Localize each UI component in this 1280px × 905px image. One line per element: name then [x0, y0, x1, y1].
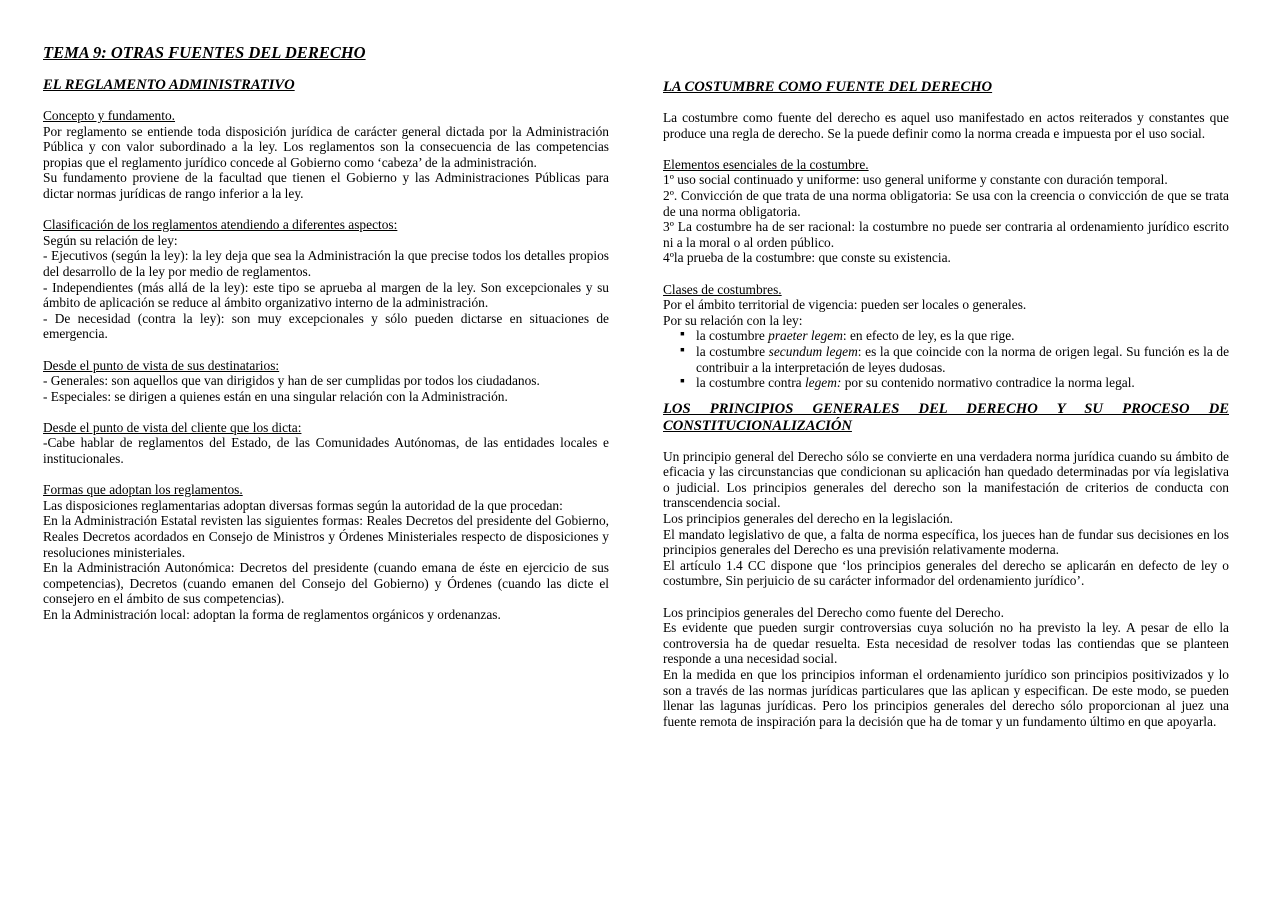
list-item: 4ºla prueba de la costumbre: que conste su existencia. [663, 250, 951, 266]
paragraph: -Cabe hablar de reglamentos del Estado, de las Comunidades Autónomas, de las entidades locales e institucionales. [43, 435, 609, 467]
list-item: 2º. Convicción de que trata de una norma obligatoria: Se usa con la creencia o convicción de que se trata de una norma obligatoria. [663, 187, 1229, 219]
paragraph: Su fundamento proviene de la facultad que tienen el Gobierno y las Administraciones Públicas para dictar normas jurídicas de rango inferior a la ley. [43, 170, 609, 201]
bullet-item: ▪ la costumbre secundum legem: es la que coincide con la norma de origen legal. Su función es la de contribuir a la interpretación de leyes dudosas. [696, 344, 1229, 375]
paragraph: El artículo 1.4 CC dispone que ‘los principios generales del derecho se aplicarán en defecto de ley o costumbre, Sin perjuicio de su carácter informador del ordenamiento jurídico’. [663, 557, 1229, 589]
list-item: 1º uso social continuado y uniforme: uso general uniforme y constante con duración temporal. [663, 172, 1168, 188]
paragraph: Un principio general del Derecho sólo se convierte en una verdadera norma jurídica cuando su ámbito de eficacia y las circunstancias que condicionan su aplicación han quedado determinadas por vía legislativa o judicial. Los principios generales del derecho son la manifestación de criterios de conducta con transcendencia social. [663, 448, 1229, 511]
paragraph: Según su relación de ley: [43, 232, 178, 248]
paragraph: En la Administración local: adoptan la forma de reglamentos orgánicos y ordenanzas. [43, 607, 501, 622]
document-title: TEMA 9: OTRAS FUENTES DEL DERECHO [43, 43, 366, 62]
section-title-reglamento: EL REGLAMENTO ADMINISTRATIVO [43, 77, 295, 93]
bullet-item: ▪ la costumbre contra legem: por su contenido normativo contradice la norma legal. [696, 375, 1229, 391]
right-column [663, 79, 1229, 729]
left-column [43, 43, 609, 623]
section-title-costumbre: LA COSTUMBRE COMO FUENTE DEL DERECHO [663, 79, 993, 95]
paragraph: Por su relación con la ley: [663, 312, 803, 328]
paragraph: Los principios generales del Derecho como fuente del Derecho. [663, 604, 1004, 620]
bullet-list [663, 328, 1229, 390]
paragraph: En la medida en que los principios informan el ordenamiento jurídico son principios positivizados y lo son a través de las normas jurídicas particulares que las aplican y especifican. De este modo, se pueden llenar las lagunas jurídicas. Pero los principios generales del derecho sólo proporcionan al juez una fuente remota de inspiración para la decisión que ha de tomar y un fundamento último en que apoyarla. [663, 667, 1229, 729]
subheading-destinatarios: Desde el punto de vista de sus destinatarios: [43, 357, 280, 373]
section-title-principios: LOS PRINCIPIOS GENERALES DEL DERECHO Y SU PROCESO DE CONSTITUCIONALIZACIÓN [663, 400, 1229, 434]
paragraph: La costumbre como fuente del derecho es aquel uso manifestado en actos reiterados y constantes que produce una regla de derecho. Se la puede definir como la norma creada e impuesta por el uso social. [663, 110, 1229, 141]
list-item: - Generales: son aquellos que van dirigidos y han de ser cumplidas por todos los ciudadanos. [43, 373, 540, 389]
list-item: - Ejecutivos (según la ley): la ley deja que sea la Administración la que precise todos los detalles propios del desarrollo de la ley por medio de reglamentos. [43, 248, 609, 279]
paragraph: Por reglamento se entiende toda disposición jurídica de carácter general dictada por la Administración Pública y con valor subordinado a la ley. Los reglamentos son la consecuencia de las competencias propias que el reglamento jurídico concede al Gobierno como ‘cabeza’ de la administración. [43, 123, 609, 170]
subheading-clases: Clases de costumbres. [663, 281, 782, 297]
paragraph: Las disposiciones reglamentarias adoptan diversas formas según la autoridad de la que procedan: [43, 497, 563, 513]
paragraph: Los principios generales del derecho en la legislación. [663, 511, 954, 527]
paragraph: En la Administración Autonómica: Decretos del presidente (cuando emana de éste en ejercicio de sus competencias), Decretos (cuando emanen del Consejo del Gobierno) y Órdenes (cuando las dicte el consejero en el ámbito de sus competencias). [43, 560, 609, 607]
subheading-concepto: Concepto y fundamento. [43, 108, 176, 123]
subheading-elementos: Elementos esenciales de la costumbre. [663, 156, 869, 172]
subheading-cliente: Desde el punto de vista del cliente que los dicta: [43, 419, 302, 435]
subheading-formas: Formas que adoptan los reglamentos. [43, 482, 243, 498]
list-item: - Especiales: se dirigen a quienes están en una singular relación con la Administración. [43, 388, 508, 404]
paragraph: El mandato legislativo de que, a falta de norma específica, los jueces han de fundar sus decisiones en los principios generales del Derecho es una previsión relativamente moderna. [663, 526, 1229, 558]
list-item: 3º La costumbre ha de ser racional: la costumbre no puede ser contraria al ordenamiento jurídico escrito ni a la moral o al orden público. [663, 219, 1229, 250]
bullet-item: ▪ la costumbre praeter legem: en efecto de ley, es la que rige. [696, 328, 1229, 344]
subheading-clasificacion: Clasificación de los reglamentos atendiendo a diferentes aspectos: [43, 217, 398, 233]
list-item: - Independientes (más allá de la ley): este tipo se aprueba al margen de la ley. Son excepcionales y su ámbito de aplicación se reduce al ámbito organizativo interno de la administración. [43, 279, 609, 311]
paragraph: Por el ámbito territorial de vigencia: pueden ser locales o generales. [663, 297, 1027, 313]
paragraph: Es evidente que pueden surgir controversias cuya solución no ha previsto la ley. A pesar de ello la controversia ha de quedar resuelta. Esta necesidad de resolver todas las contiendas que se planteen responde a una necesidad social. [663, 620, 1229, 667]
list-item: - De necesidad (contra la ley): son muy excepcionales y sólo pueden dictarse en situaciones de emergencia. [43, 310, 609, 342]
paragraph: En la Administración Estatal revisten las siguientes formas: Reales Decretos del presidente del Gobierno, Reales Decretos acordados en Consejo de Ministros y Órdenes Ministeriales respecto de disposiciones y resoluciones ministeriales. [43, 513, 609, 560]
